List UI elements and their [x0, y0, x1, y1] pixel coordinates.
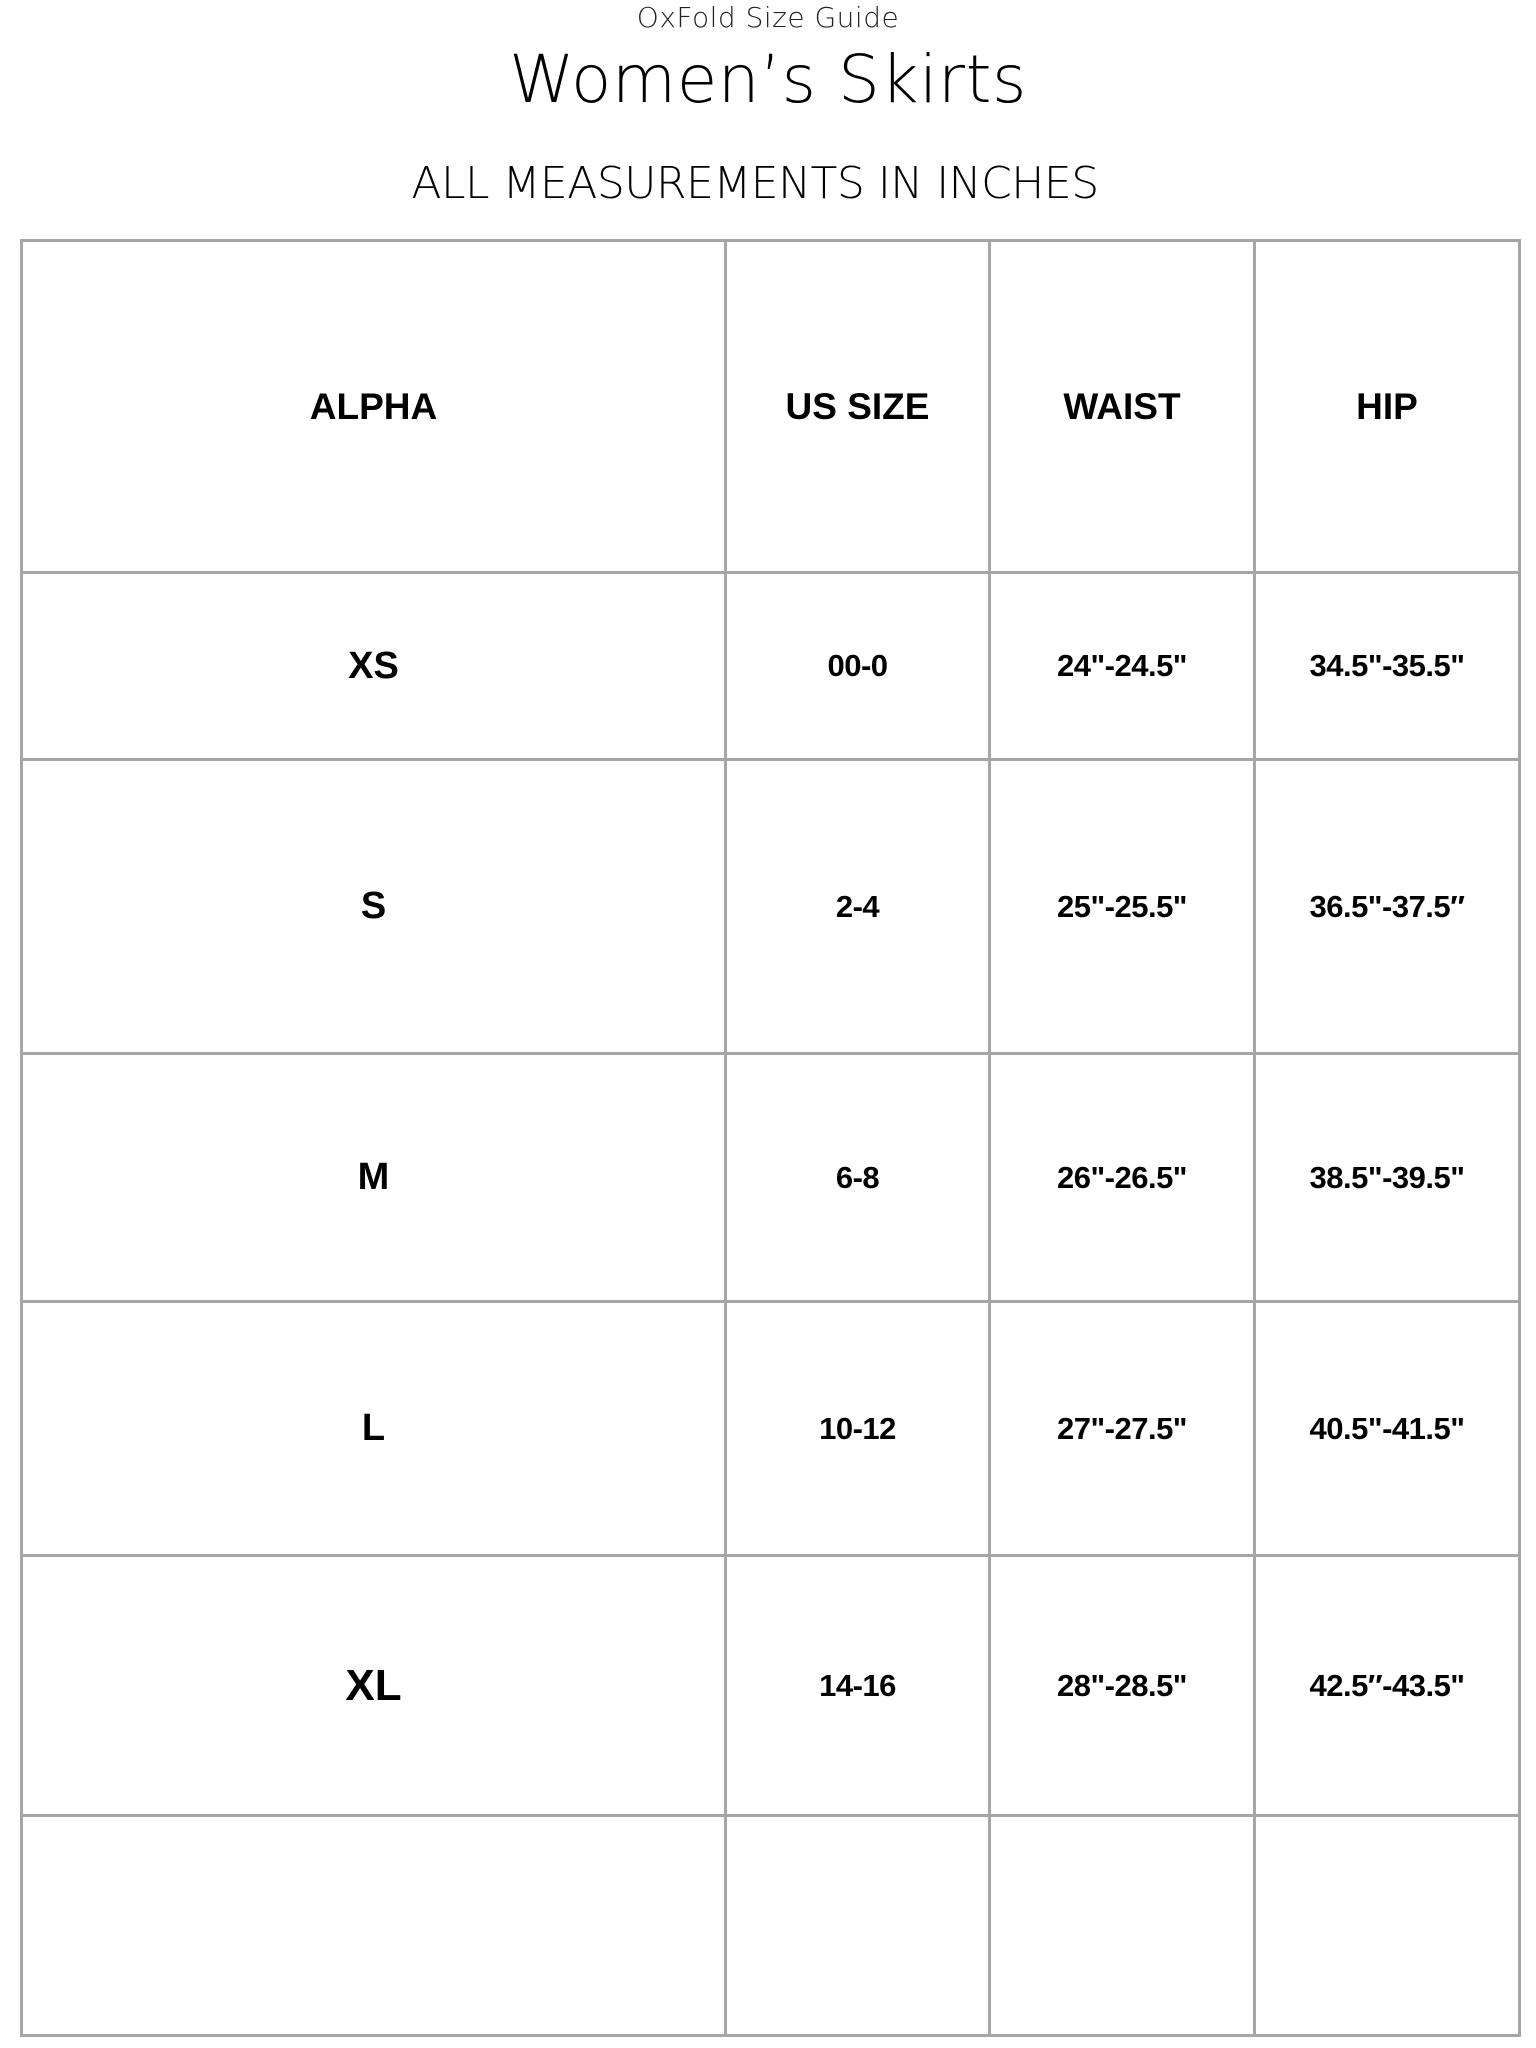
waist-cell: [990, 1816, 1255, 2036]
size-chart-table: [20, 239, 1521, 2037]
hip-cell: 36.5"-37.5″: [1255, 760, 1520, 1054]
us-size-cell: [726, 1816, 990, 2036]
page-title: Women’s Skirts: [509, 41, 1027, 118]
hip-cell: 38.5"-39.5": [1255, 1054, 1520, 1302]
waist-cell: 24"-24.5": [990, 573, 1255, 760]
column-header-hip: HIP: [1255, 241, 1520, 573]
us-size-cell: 2-4: [726, 760, 990, 1054]
alpha-cell: XS: [22, 573, 726, 760]
us-size-cell: 10-12: [726, 1302, 990, 1556]
alpha-cell: M: [22, 1054, 726, 1302]
alpha-cell: XL: [22, 1556, 726, 1816]
column-header-alpha: ALPHA: [22, 241, 726, 573]
column-header-waist: WAIST: [990, 241, 1255, 573]
waist-cell: 27"-27.5": [990, 1302, 1255, 1556]
table-row-empty: [22, 1816, 1520, 2036]
measurement-note: ALL MEASUREMENTS IN INCHES: [411, 158, 1099, 209]
table-row: [22, 1556, 1520, 1816]
us-size-cell: 00-0: [726, 573, 990, 760]
waist-cell: 25"-25.5": [990, 760, 1255, 1054]
hip-cell: 34.5"-35.5": [1255, 573, 1520, 760]
hip-cell: 42.5″-43.5": [1255, 1556, 1520, 1816]
us-size-cell: 14-16: [726, 1556, 990, 1816]
table-header-row: [22, 241, 1520, 573]
brand-label: OxFold Size Guide: [636, 1, 900, 34]
hip-cell: 40.5"-41.5": [1255, 1302, 1520, 1556]
table-row: [22, 573, 1520, 760]
hip-cell: [1255, 1816, 1520, 2036]
table-row: [22, 1302, 1520, 1556]
table-row: [22, 1054, 1520, 1302]
alpha-cell: S: [22, 760, 726, 1054]
alpha-cell: [22, 1816, 726, 2036]
alpha-cell: L: [22, 1302, 726, 1556]
table-row: [22, 760, 1520, 1054]
waist-cell: 28"-28.5": [990, 1556, 1255, 1816]
us-size-cell: 6-8: [726, 1054, 990, 1302]
waist-cell: 26"-26.5": [990, 1054, 1255, 1302]
column-header-us-size: US SIZE: [726, 241, 990, 573]
